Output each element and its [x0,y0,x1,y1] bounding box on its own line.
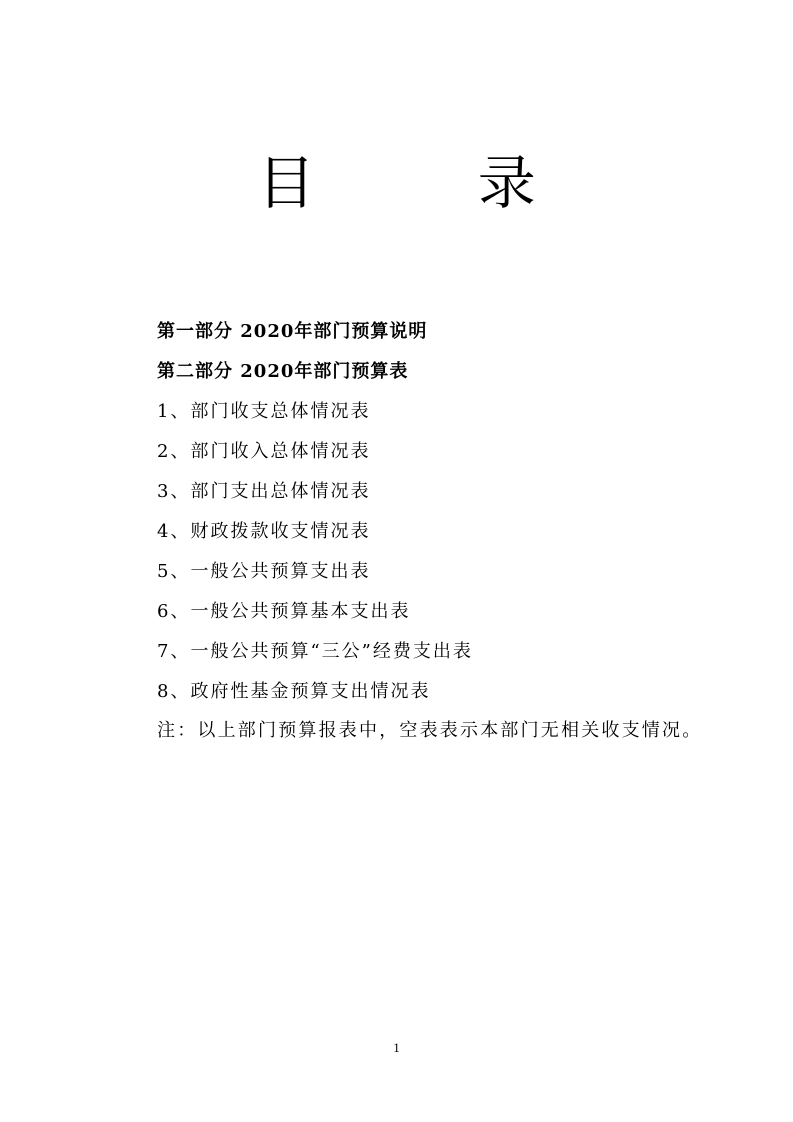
toc-part-1: 第一部分 2020年部门预算说明 [157,321,428,342]
toc-item-8: 8、政府性基金预算支出情况表 [157,681,431,702]
toc-item-4: 4、财政拨款收支情况表 [157,521,371,542]
toc-item-1: 1、部门收支总体情况表 [157,401,371,422]
table-of-contents [112,312,712,750]
toc-note: 注：以上部门预算报表中，空表表示本部门无相关收支情况。 [157,720,703,741]
toc-item-2: 2、部门收入总体情况表 [157,441,371,462]
page-number: 1 [393,1040,400,1055]
toc-part-2: 第二部分 2020年部门预算表 [157,361,409,382]
toc-item-7: 7、一般公共预算“三公”经费支出表 [157,641,473,662]
toc-item-6: 6、一般公共预算基本支出表 [157,601,411,622]
page-title: 目 录 [257,149,608,217]
toc-item-3: 3、部门支出总体情况表 [157,481,371,502]
toc-item-5: 5、一般公共预算支出表 [157,561,371,582]
